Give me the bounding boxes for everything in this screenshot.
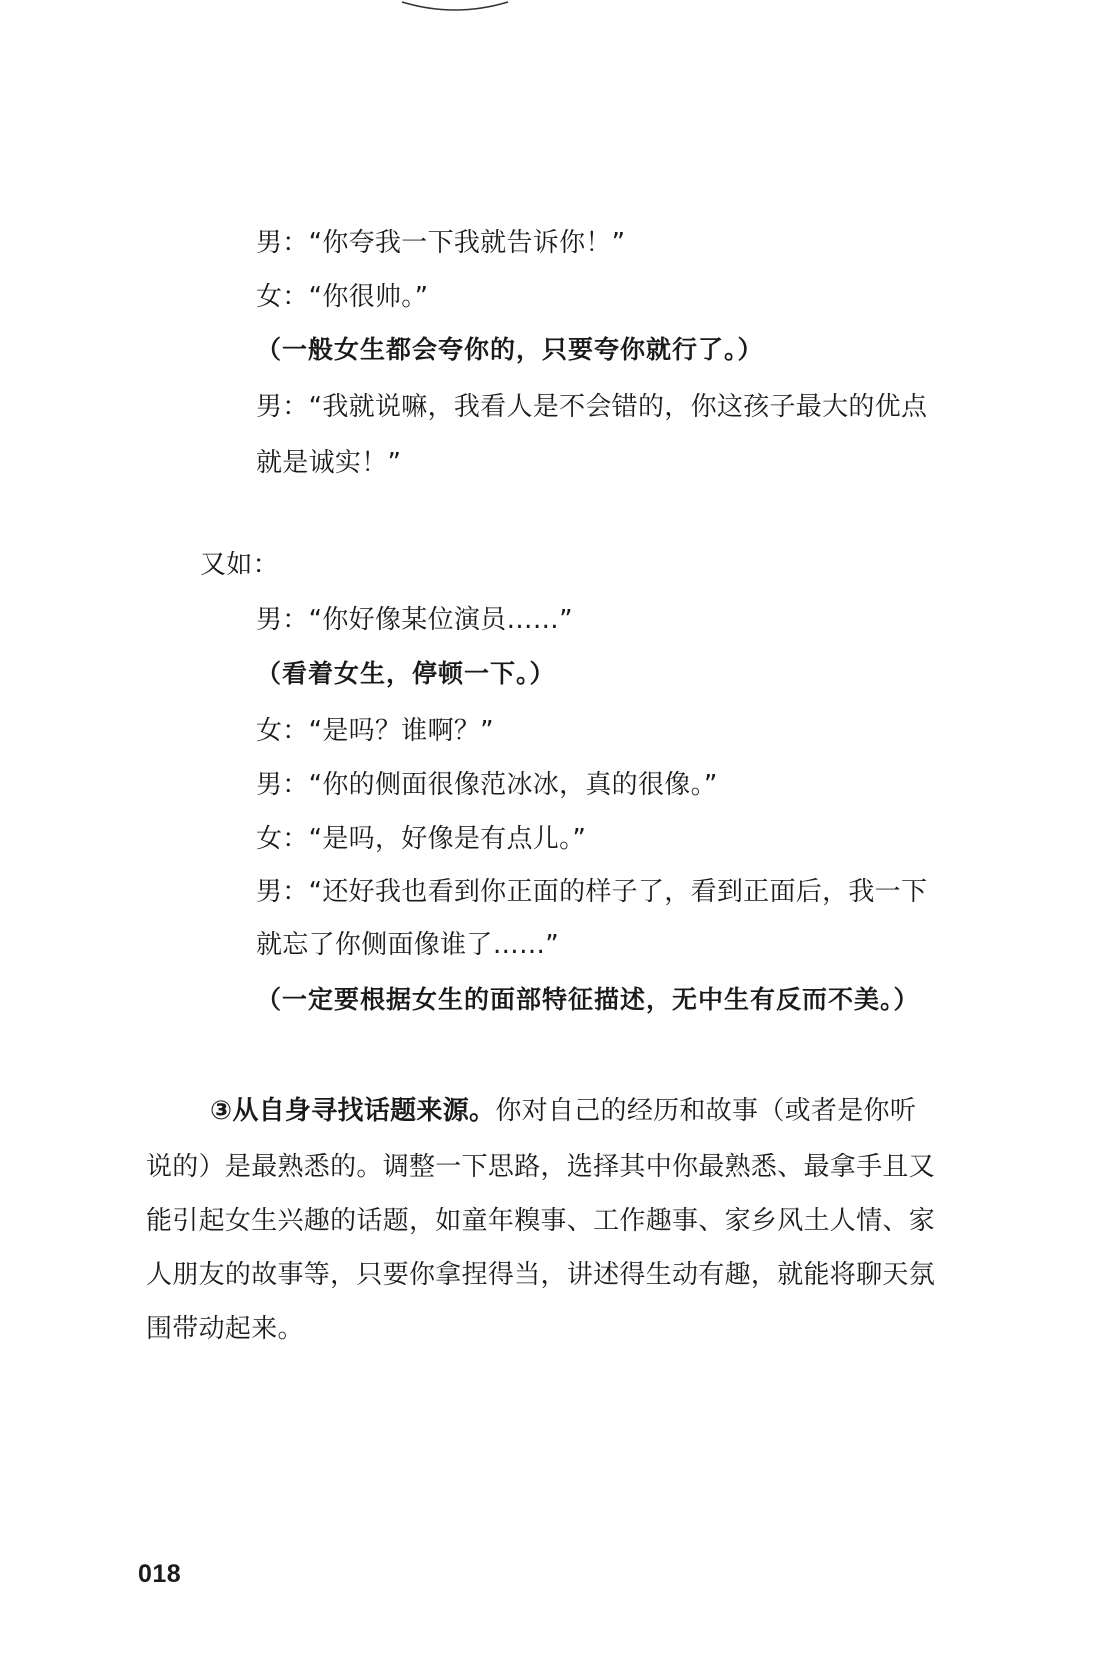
paragraph-line-1	[210, 1096, 916, 1126]
dialogue-line-male-5-cont: 就忘了你侧面像谁了……”	[256, 930, 560, 960]
dialogue-line-male-3: 男：“你好像某位演员……”	[256, 605, 573, 635]
dialogue-line-male-4: 男：“你的侧面很像范冰冰，真的很像。”	[256, 770, 718, 800]
paragraph-line-2: 说的）是最熟悉的。调整一下思路，选择其中你最熟悉、最拿手且又	[146, 1152, 936, 1182]
top-arc-decoration	[400, 0, 510, 14]
example-intro: 又如：	[200, 550, 279, 580]
paragraph-lead: ③从自身寻找话题来源。	[210, 1096, 496, 1126]
page-number: 018	[138, 1560, 182, 1588]
paragraph-line-1-text: 你对自己的经历和故事（或者是你听	[495, 1096, 917, 1126]
dialogue-line-female-2: 女：“是吗？谁啊？”	[256, 716, 494, 746]
stage-note-1: （一般女生都会夸你的，只要夸你就行了。）	[256, 335, 764, 364]
dialogue-line-male-2-cont: 就是诚实！”	[256, 448, 402, 478]
stage-note-2: （看着女生，停顿一下。）	[256, 659, 556, 688]
dialogue-line-male-1: 男：“你夸我一下我就告诉你！”	[256, 228, 626, 258]
dialogue-line-female-3: 女：“是吗，好像是有点儿。”	[256, 824, 587, 854]
stage-note-3: （一定要根据女生的面部特征描述，无中生有反而不美。）	[256, 985, 920, 1014]
dialogue-line-male-2: 男：“我就说嘛，我看人是不会错的，你这孩子最大的优点	[256, 392, 928, 422]
paragraph-line-4: 人朋友的故事等，只要你拿捏得当，讲述得生动有趣，就能将聊天氛	[146, 1260, 936, 1290]
dialogue-line-female-1: 女：“你很帅。”	[256, 282, 429, 312]
dialogue-line-male-5: 男：“还好我也看到你正面的样子了，看到正面后，我一下	[256, 877, 928, 907]
paragraph-line-3: 能引起女生兴趣的话题，如童年糗事、工作趣事、家乡风土人情、家	[146, 1206, 936, 1236]
paragraph-line-5: 围带动起来。	[146, 1314, 304, 1344]
